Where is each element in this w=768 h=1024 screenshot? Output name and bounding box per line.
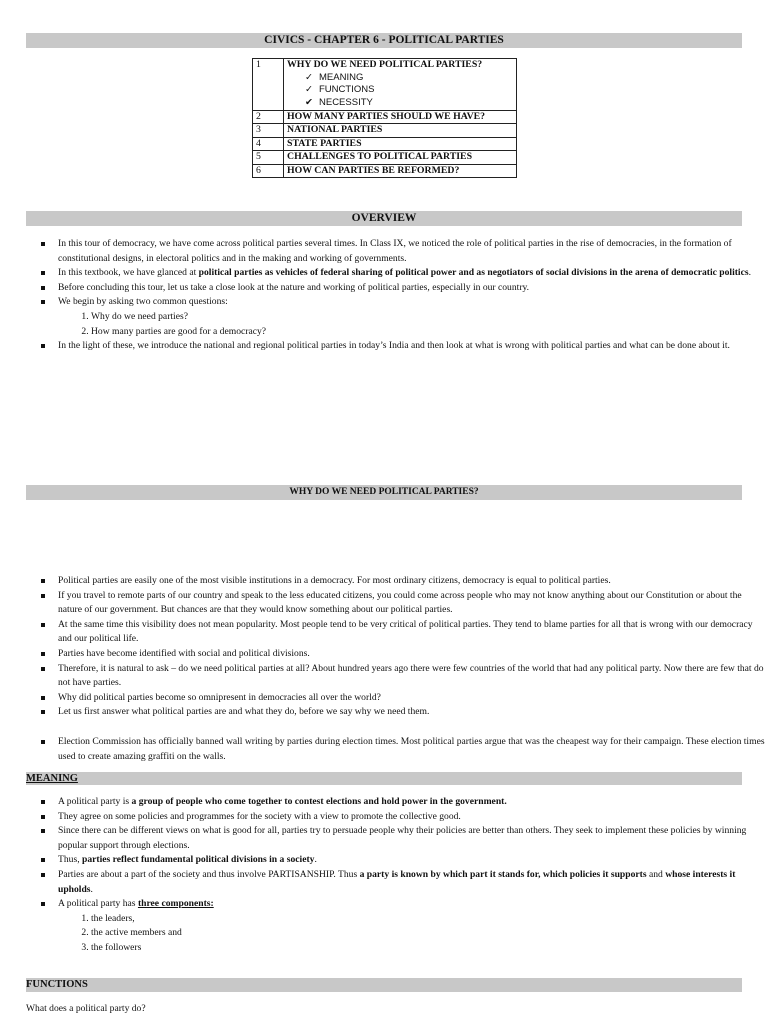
table-row — [253, 137, 517, 151]
list-item: In this tour of democracy, we have come across political parties several times. In Class IX, we noticed the role of political parties in the rise of democracies, in the formation of constitutional designs, in electoral politics and in the making and working of governments. — [58, 237, 766, 266]
why-heading: WHY DO WE NEED POLITICAL PARTIES? — [26, 485, 742, 500]
toc-subtopic: ✓ MEANING — [305, 71, 364, 83]
list-item: A political party has three components: 1. the leaders, 2. the active members and 3. the followers — [58, 897, 766, 955]
list-item: At the same time this visibility does not mean popularity. Most people tend to be very critical of political parties. They tend to blame parties for all that is wrong with our democracy and our political life. — [58, 618, 766, 647]
list-item: 1. Why do we need parties? — [91, 310, 766, 325]
checkmark-icon: ✓ — [305, 84, 313, 96]
table-row — [253, 59, 517, 111]
toc-number: 2 — [253, 110, 284, 124]
list-item: Parties are about a part of the society and thus involve PARTISANSHIP. Thus a party is known by which part it stands for, which policies it supports and whose interests it upholds. — [58, 868, 766, 897]
overview-heading: OVERVIEW — [26, 211, 742, 226]
toc-number: 3 — [253, 124, 284, 138]
toc-topic: HOW MANY PARTIES SHOULD WE HAVE? — [284, 110, 517, 124]
toc-number: 1 — [253, 59, 284, 111]
toc-topic: CHALLENGES TO POLITICAL PARTIES — [284, 151, 517, 165]
toc-topic: STATE PARTIES — [284, 137, 517, 151]
checkmark-icon: ✔ — [305, 97, 313, 109]
table-row — [253, 164, 517, 178]
list-item: In the light of these, we introduce the national and regional political parties in today’s India and then look at what is wrong with political parties and what can be done about it. — [58, 339, 766, 354]
contents-table — [252, 58, 517, 178]
list-item: Why did political parties become so omnipresent in democracies all over the world? — [58, 691, 766, 706]
toc-subtopic: ✔ NECESSITY — [305, 97, 373, 109]
table-row — [253, 151, 517, 165]
list-item: Election Commission has officially banned wall writing by parties during election times. Most political parties argue that was the cheapest way for their campaign. These election times used to create amazing graffiti on the walls. — [58, 735, 766, 764]
toc-topic-cell — [284, 59, 517, 111]
list-item: 3. the followers — [91, 941, 766, 956]
document-title: CIVICS - CHAPTER 6 - POLITICAL PARTIES — [26, 33, 742, 48]
list-item: Let us first answer what political parties are and what they do, before we say why we need them. — [58, 705, 766, 720]
list-item: Since there can be different views on what is good for all, parties try to persuade people why their policies are better than others. They seek to implement these policies by winning popular support through elections. — [58, 824, 766, 853]
toc-number: 4 — [253, 137, 284, 151]
election-note-list — [26, 735, 766, 764]
toc-topic: HOW CAN PARTIES BE REFORMED? — [284, 164, 517, 178]
list-item: Parties have become identified with social and political divisions. — [58, 647, 766, 662]
checkmark-icon: ✓ — [305, 71, 313, 83]
overview-list — [26, 237, 766, 354]
toc-topic: WHY DO WE NEED POLITICAL PARTIES? — [287, 59, 483, 70]
list-item: 2. How many parties are good for a democracy? — [91, 325, 766, 340]
list-item: They agree on some policies and programmes for the society with a view to promote the collective good. — [58, 810, 766, 825]
list-item: Before concluding this tour, let us take a close look at the nature and working of political parties, especially in our country. — [58, 281, 766, 296]
table-row — [253, 110, 517, 124]
toc-subtopic: ✓ FUNCTIONS — [305, 84, 375, 96]
list-item: In this textbook, we have glanced at political parties as vehicles of federal sharing of political power and as negotiators of social divisions in the arena of democratic politics. — [58, 266, 766, 281]
list-item: Thus, parties reflect fundamental political divisions in a society. — [58, 853, 766, 868]
functions-heading: FUNCTIONS — [26, 978, 742, 992]
toc-number: 6 — [253, 164, 284, 178]
list-item: Political parties are easily one of the most visible institutions in a democracy. For most ordinary citizens, democracy is equal to political parties. — [58, 574, 766, 589]
toc-topic: NATIONAL PARTIES — [284, 124, 517, 138]
meaning-list — [26, 795, 766, 956]
list-item: Therefore, it is natural to ask – do we need political parties at all? About hundred years ago there were few countries of the world that had any political party. Now there are few that do not have parties. — [58, 662, 766, 691]
why-list — [26, 574, 766, 720]
list-item: A political party is a group of people who come together to contest elections and hold power in the government. — [58, 795, 766, 810]
table-row — [253, 124, 517, 138]
toc-number: 5 — [253, 151, 284, 165]
list-item: If you travel to remote parts of our country and speak to the less educated citizens, you could come across people who may not know anything about our Constitution or about the nature of our government. But chances are that they would know something about our political parties. — [58, 589, 766, 618]
list-item: 1. the leaders, — [91, 912, 766, 927]
functions-question: What does a political party do? — [26, 1003, 146, 1014]
list-item: We begin by asking two common questions: 1. Why do we need parties? 2. How many parties are good for a democracy? — [58, 295, 766, 339]
meaning-heading: MEANING — [26, 772, 742, 785]
questions-list — [58, 310, 766, 339]
components-list — [58, 912, 766, 956]
list-item: 2. the active members and — [91, 926, 766, 941]
